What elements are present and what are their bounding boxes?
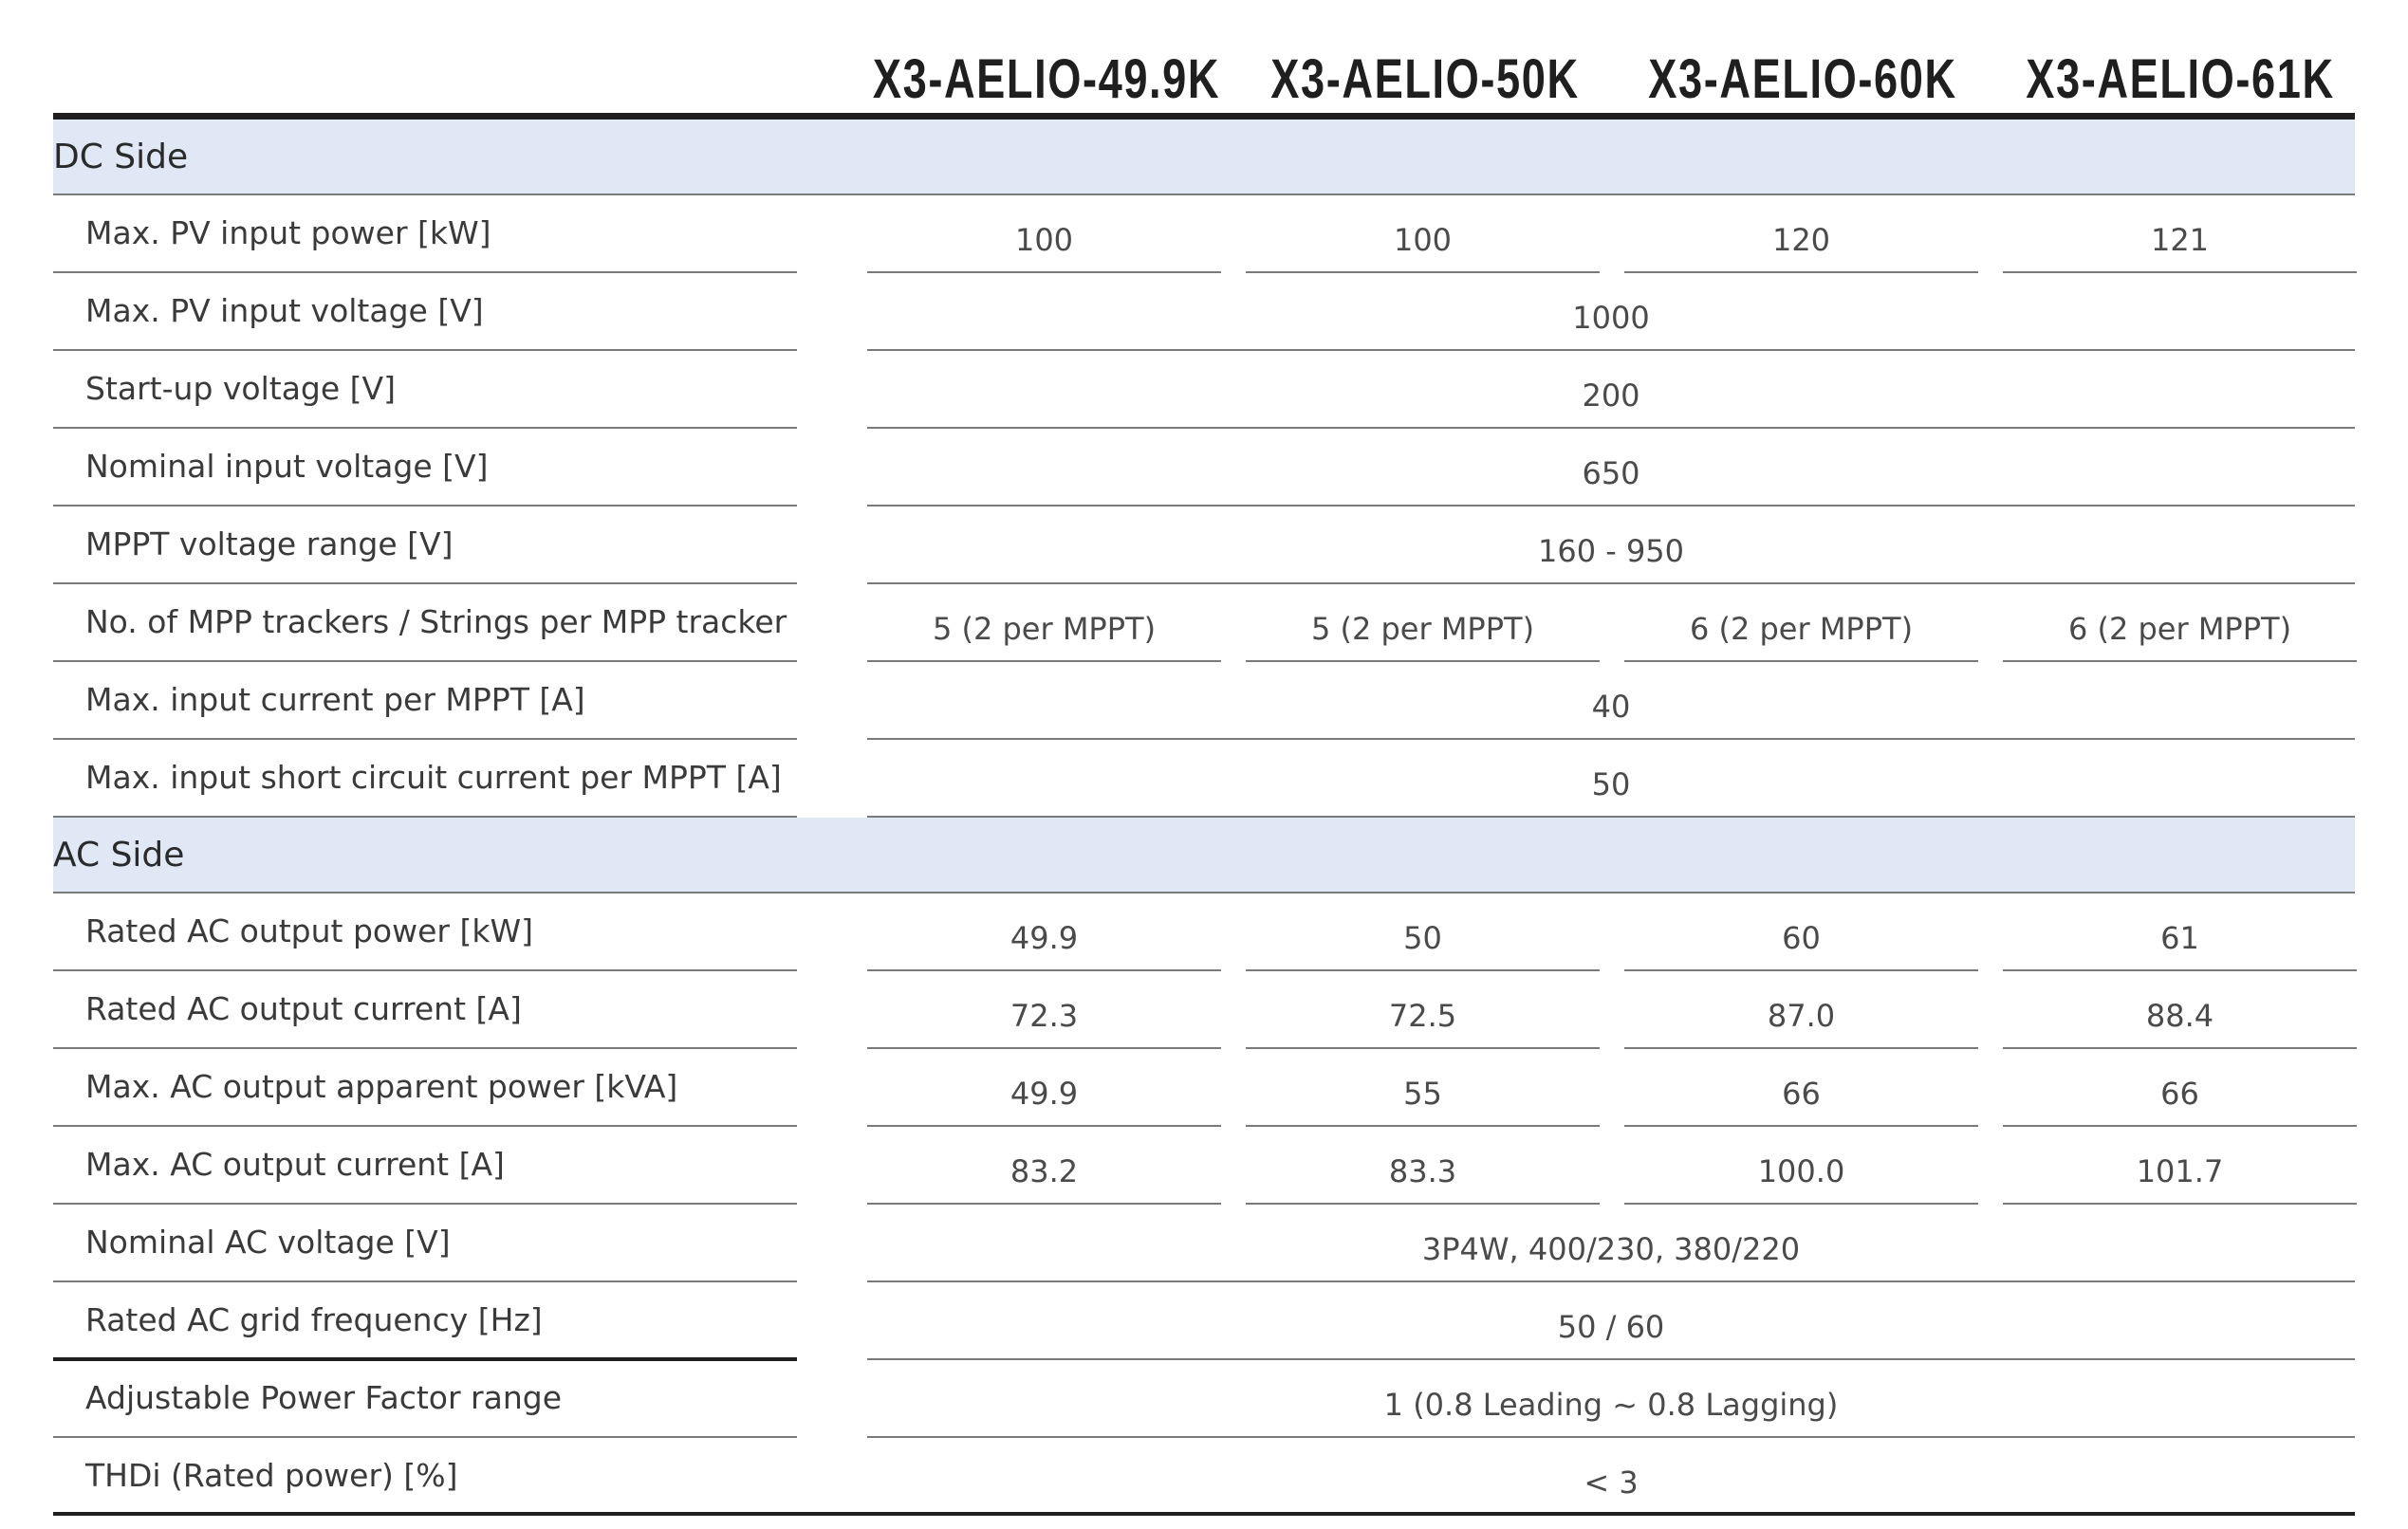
row-label: Start-up voltage [V]	[85, 370, 396, 407]
value-cell	[1246, 195, 1600, 273]
row-label: Adjustable Power Factor range	[85, 1379, 563, 1416]
cell-value: 101.7	[2136, 1153, 2224, 1189]
cell-value: 121	[2150, 222, 2210, 258]
cell-value: 200	[1582, 378, 1640, 414]
cell-value: 5 (2 per MPPT)	[1310, 611, 1535, 647]
row-label: No. of MPP trackers / Strings per MPP tracker	[85, 603, 787, 640]
cell-value: 100	[1014, 222, 1074, 258]
value-cell-span	[867, 740, 2355, 818]
value-cell	[2003, 584, 2357, 662]
value-cell	[1624, 584, 1978, 662]
model-header: X3-AELIO-61K	[2026, 47, 2335, 110]
cell-value: 72.3	[1010, 998, 1079, 1034]
table-row	[0, 1360, 2408, 1438]
cell-value: 50	[1403, 920, 1442, 956]
value-cell	[1624, 1049, 1978, 1127]
row-label: Max. input short circuit current per MPPT [A]	[85, 759, 782, 796]
cell-value: 83.2	[1010, 1153, 1079, 1189]
table-row	[0, 893, 2408, 971]
cell-value: 6 (2 per MPPT)	[1689, 611, 1914, 647]
value-cell-span	[867, 1205, 2355, 1282]
value-cell	[1246, 1127, 1600, 1205]
value-cell	[1624, 195, 1978, 273]
row-label: Rated AC output power [kW]	[85, 912, 533, 949]
table-row	[0, 740, 2408, 818]
value-cell	[867, 584, 1221, 662]
table-row	[0, 584, 2408, 662]
cell-value: 72.5	[1388, 998, 1457, 1034]
value-cell-span	[867, 429, 2355, 507]
cell-value: 49.9	[1010, 1076, 1079, 1112]
value-cell-span	[867, 662, 2355, 740]
cell-value: 61	[2160, 920, 2199, 956]
cell-value: 83.3	[1388, 1153, 1457, 1189]
cell-value: 3P4W, 400/230, 380/220	[1421, 1231, 1801, 1267]
value-cell	[867, 971, 1221, 1049]
row-label: Max. PV input power [kW]	[85, 214, 491, 251]
model-header: X3-AELIO-50K	[1270, 47, 1580, 110]
cell-value: 1 (0.8 Leading ~ 0.8 Lagging)	[1383, 1387, 1839, 1423]
value-cell-span	[867, 1282, 2355, 1360]
cell-value: 5 (2 per MPPT)	[932, 611, 1157, 647]
cell-value: 40	[1591, 689, 1631, 725]
table-row	[0, 351, 2408, 429]
row-label: Nominal input voltage [V]	[85, 448, 489, 485]
cell-value: 50	[1591, 766, 1631, 802]
cell-value: < 3	[1584, 1465, 1639, 1501]
section-header	[53, 818, 2355, 893]
value-cell	[1246, 1049, 1600, 1127]
table-bottom-rule	[53, 1512, 2355, 1516]
table-row	[0, 1282, 2408, 1360]
row-label: MPPT voltage range [V]	[85, 525, 454, 562]
row-label: THDi (Rated power) [%]	[85, 1457, 458, 1494]
value-cell	[2003, 1127, 2357, 1205]
cell-value: 87.0	[1767, 998, 1836, 1034]
section-title: DC Side	[53, 138, 189, 176]
cell-value: 88.4	[2145, 998, 2214, 1034]
value-cell	[1246, 971, 1600, 1049]
row-label: Max. PV input voltage [V]	[85, 292, 484, 329]
cell-value: 49.9	[1010, 920, 1079, 956]
table-row	[0, 1438, 2408, 1516]
value-cell-span	[867, 273, 2355, 351]
section-title: AC Side	[53, 836, 185, 875]
cell-value: 120	[1771, 222, 1831, 258]
cell-value: 6 (2 per MPPT)	[2067, 611, 2292, 647]
row-label: Rated AC output current [A]	[85, 990, 522, 1027]
table-row	[0, 195, 2408, 273]
value-cell	[2003, 1049, 2357, 1127]
value-cell	[1246, 584, 1600, 662]
value-cell	[2003, 195, 2357, 273]
value-cell-span	[867, 1360, 2355, 1438]
model-header: X3-AELIO-49.9K	[872, 47, 1221, 110]
table-row	[0, 273, 2408, 351]
cell-value: 50 / 60	[1557, 1309, 1665, 1345]
header-rule	[53, 113, 2355, 120]
table-row	[0, 1049, 2408, 1127]
value-cell	[1624, 971, 1978, 1049]
value-cell	[2003, 971, 2357, 1049]
value-cell-span	[867, 1438, 2355, 1516]
model-header: X3-AELIO-60K	[1648, 47, 1957, 110]
section-header	[53, 120, 2355, 195]
value-cell	[1624, 893, 1978, 971]
value-cell	[867, 1049, 1221, 1127]
value-cell	[867, 195, 1221, 273]
table-row	[0, 1205, 2408, 1282]
value-cell	[1246, 893, 1600, 971]
table-row	[0, 1127, 2408, 1205]
value-cell-span	[867, 351, 2355, 429]
cell-value: 66	[2160, 1076, 2199, 1112]
value-cell	[2003, 893, 2357, 971]
table-row	[0, 429, 2408, 507]
table-row	[0, 507, 2408, 584]
row-label: Nominal AC voltage [V]	[85, 1224, 451, 1261]
cell-value: 66	[1782, 1076, 1821, 1112]
cell-value: 160 - 950	[1537, 533, 1685, 569]
cell-value: 60	[1782, 920, 1821, 956]
cell-value: 100.0	[1757, 1153, 1845, 1189]
table-row	[0, 662, 2408, 740]
row-label: Max. input current per MPPT [A]	[85, 681, 585, 718]
value-cell-span	[867, 507, 2355, 584]
cell-value: 55	[1403, 1076, 1442, 1112]
row-label: Max. AC output apparent power [kVA]	[85, 1068, 678, 1105]
row-label: Max. AC output current [A]	[85, 1146, 505, 1183]
cell-value: 100	[1393, 222, 1453, 258]
value-cell	[867, 893, 1221, 971]
cell-value: 650	[1582, 455, 1640, 491]
table-row	[0, 971, 2408, 1049]
value-cell	[1624, 1127, 1978, 1205]
cell-value: 1000	[1572, 300, 1650, 336]
value-cell	[867, 1127, 1221, 1205]
row-label: Rated AC grid frequency [Hz]	[85, 1301, 543, 1338]
